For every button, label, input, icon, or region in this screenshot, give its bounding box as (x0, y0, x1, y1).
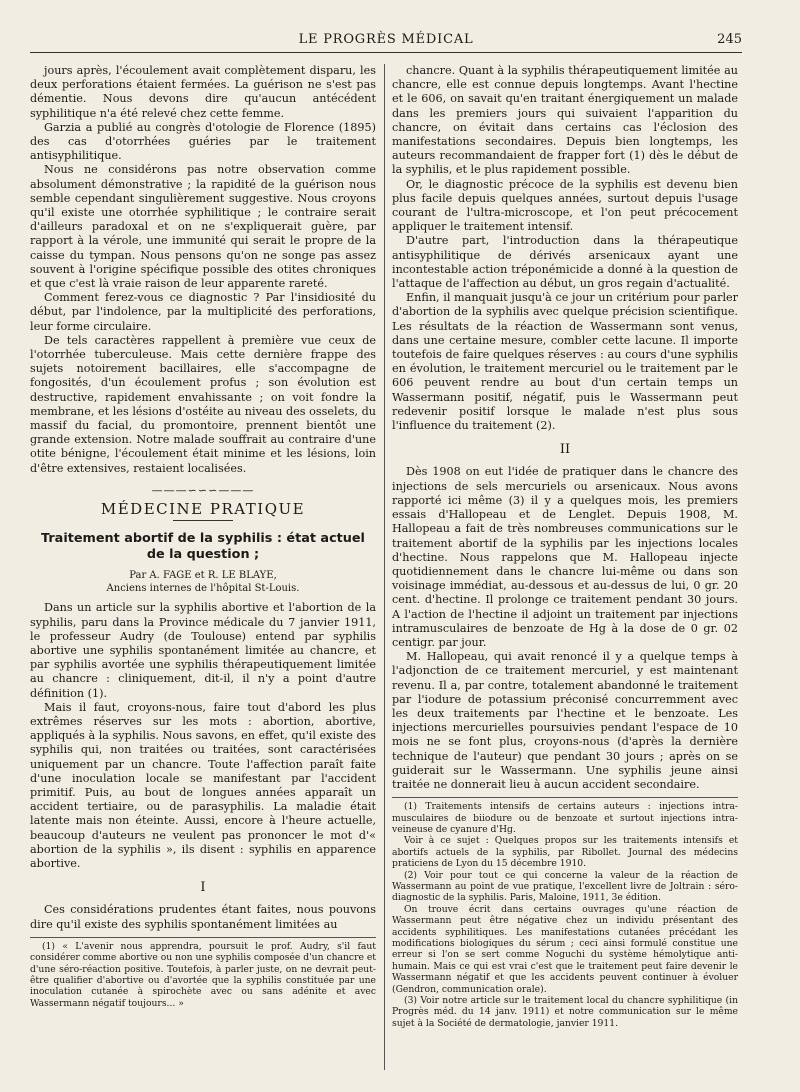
footnote-rule (392, 797, 738, 798)
paragraph: chancre. Quant à la syphilis thérapeutiquement limitée au chancre, elle est connue depuis longtemps. Avant l'hectine et le 606, on savait qu'en traitant énergiquement un malade dans les premiers jours qui suivaient l'apparition du chancre, on évitait dans certains cas l'éclosion des manifestations secondaires. Depuis bien longtemps, les auteurs recommandaient de frapper fort (1) dès le début de la syphilis, et le plus rapidement possible. (392, 64, 738, 177)
paragraph: Or, le diagnostic précoce de la syphilis est devenu bien plus facile depuis quelques années, surtout depuis l'usage courant de l'ultra-microscope, et l'on peut précocement appliquer le traitement intensif. (392, 177, 738, 234)
section-heading: MÉDECINE PRATIQUE (100, 500, 306, 519)
footnote: Voir à ce sujet : Quelques propos sur les traitements intensifs et abortifs actuels de la syphilis, par Ribollet. Journal des médecins praticiens de Lyon du 15 décembre 1910. (392, 835, 738, 870)
ornament-separator: ———∽∽∽——— (151, 483, 255, 497)
running-header (30, 30, 742, 53)
paragraph: jours après, l'écoulement avait complètement disparu, les deux perforations étaient fermées. La guérison ne s'est pas démentie. Nous devons dire qu'aucun antécédent syphilitique n'a été relevé chez cette femme. (30, 64, 376, 120)
section-rule (173, 520, 233, 521)
right-column (392, 64, 738, 1029)
left-column (30, 64, 376, 1009)
footnote-rule (30, 937, 376, 938)
paragraph: Mais il faut, croyons-nous, faire tout d'abord les plus extrêmes réserves sur les mots : abortion, abortive, appliqués à la syphilis. Nous savons, en effet, qu'il existe des syphilis qui, non traitées ou traitées, sont caractérisées uniquement par un chancre. Toute l'affection paraît faite d'une inoculation locale se manifestant par l'accident primitif. Puis, au bout de longues années apparaît un accident tertiaire, ou de parasyphilis. La maladie était latente mais non éteinte. Aussi, encore à l'heure actuelle, beaucoup d'auteurs ne veulent pas prononcer le mot d'« abortion de la syphilis », ils disent : syphilis en apparence abortive. (30, 700, 376, 870)
section-numeral: I (200, 880, 206, 896)
paragraph: Nous ne considérons pas notre observation comme absolument démonstrative ; la rapidité de la guérison nous semble cependant singulièrement suggestive. Nous croyons qu'il existe une otorrhée syphilitique ; le contraire serait d'ailleurs paradoxal et on ne s'expliquerait guère, par rapport à la vérole, une immunité qui serait le propre de la caisse du tympan. Nous pensons qu'on ne songe pas assez souvent à l'origine spécifique possible des otites chroniques et que c'est là vraie raison de leur apparente rareté. (30, 163, 376, 291)
footnote: (3) Voir notre article sur le traitement local du chancre syphilitique (in Progrès méd. du 14 janv. 1911) et notre communication sur le même sujet à la Société de dermatologie, janvier 1911. (392, 995, 738, 1029)
paragraph: D'autre part, l'introduction dans la thérapeutique antisyphilitique de dérivés arsenicaux ayant une incontestable action tréponémicide a donné à la question de l'attaque de l'affection au début, un gros regain d'actualité. (392, 234, 738, 291)
footnote: On trouve écrit dans certains ouvrages qu'une réaction de Wassermann peut être négative chez un individu présentant des accidents syphilitiques. Les manifestations cutanées précédant les modifications biologiques du sérum ; ceci ainsi formulé constitue une erreur si l'on se sert comme Noguchi du système hémolytique anti-humain. Mais ce qui est vrai c'est que le traitement peut faire devenir le Wassermann négatif et que les accidents peuvent continuer à évoluer (Gendron, communication orale). (392, 903, 738, 995)
paragraph: Garzia a publié au congrès d'otologie de Florence (1895) des cas d'otorrhées guéries par le traitement antisyphilitique. (30, 120, 376, 163)
article-title: Traitement abortif de la syphilis : état actuel de la question ; (41, 531, 365, 563)
paragraph: De tels caractères rappellent à première vue ceux de l'otorrhée tuberculeuse. Mais cette dernière frappe des sujets notoirement bacillaires, elle s'accompagne de fongosités, d'un écoulement profus ; son évolution est destructive, rapidement envahissante ; on voit fondre la membrane, et les lésions d'ostéite au niveau des osselets, du massif du facial, du promontoire, prennent bientôt une grande extension. Notre malade souffrait au contraire d'une otite bénigne, l'écoulement était minime et les lésions, loin d'être extensives, restaient localisées. (30, 333, 376, 475)
paragraph: Enfin, il manquait jusqu'à ce jour un critérium pour parler d'abortion de la syphilis avec quelque précision scientifique. Les résultats de la réaction de Wassermann sont venus, dans une certaine mesure, combler cette lacune. Il importe toutefois de faire quelques réserves : au cours d'une syphilis en évolution, le traitement mercuriel ou le traitement par le 606 peuvent rendre au bout d'un certain temps un Wassermann positif, négatif, puis le Wassermann peut redevenir positif lorsque le malade n'est plus sous l'influence du traitement (2). (392, 291, 738, 433)
page-number: 245 (717, 32, 742, 47)
affiliation: Anciens internes de l'hôpital St-Louis. (106, 583, 300, 595)
paragraph: M. Hallopeau, qui avait renoncé il y a quelque temps à l'adjonction de ce traitement mercuriel, y est maintenant revenu. Il a, par contre, totalement abandonné le traitement par l'iodure de potassium préconisé concurremment avec les deux traitements par l'hectine et le benzoate. Les injections mercurielles poursuivies pendant l'espace de 10 mois ne se font plus, croyons-nous (d'après la dernière technique de l'auteur) que pendant 30 jours ; après on se guiderait sur le Wassermann. Une syphilis jeune ainsi traitée ne donnerait lieu à aucun accident secondaire. (392, 650, 738, 791)
column-rule (384, 64, 385, 1070)
paragraph: Comment ferez-vous ce diagnostic ? Par l'insidiosité du début, par l'indolence, par la multiplicité des perforations, leur forme circulaire. (30, 291, 376, 333)
footnotes (30, 941, 376, 1009)
paragraph: Dans un article sur la syphilis abortive et l'abortion de la syphilis, paru dans la Province médicale du 7 janvier 1911, le professeur Audry (de Toulouse) entend par syphilis abortive une syphilis spontanément limitée au chancre, et par syphilis avortée une syphilis thérapeutiquement limitée au chancre : cliniquement, dit-il, il n'y a point d'autre définition (1). (30, 601, 376, 700)
paragraph: Ces considérations prudentes étant faites, nous pouvons dire qu'il existe des syphilis spontanément limitées au (30, 903, 376, 931)
section-numeral: II (559, 442, 571, 458)
article-byline (30, 569, 376, 595)
footnote: (2) Voir pour tout ce qui concerne la valeur de la réaction de Wassermann au point de vue pratique, l'excellent livre de Joltrain : séro-diagnostic de la syphilis. Paris, Maloine, 1911, 3e édition. (392, 869, 738, 904)
paragraph: Dès 1908 on eut l'idée de pratiquer dans le chancre des injections de sels mercuriels ou arsenicaux. Nous avons rapporté ici même (3) il y a quelques mois, les premiers essais d'Hallopeau et de Lenglet. Depuis 1908, M. Hallopeau a fait de très nombreuses communications sur le traitement abortif de la syphilis par les injections locales d'hectine. Nous rappelons que M. Hallopeau injecte quotidiennement dans le chancre lui-même ou dans son voisinage immédiat, au-dessous et au-dessus de lui, 0 gr. 20 cent. d'hectine. Il prolonge ce traitement pendant 30 jours. A l'action de l'hectine il adjoint un traitement par injections intramusculaires de benzoate de Hg à la dose de 0 gr. 02 centigr. par jour. (392, 465, 738, 649)
footnote: (1) Traitements intensifs de certains auteurs : injections intra-musculaires de biiodure ou de benzoate et surtout injections intra-veineuse de cyanure d'Hg. (392, 801, 738, 835)
footnotes (392, 801, 738, 1029)
footnote: (1) « L'avenir nous apprendra, poursuit le prof. Audry, s'il faut considérer comme abortive ou non une syphilis composée d'un chancre et d'une séro-réaction positive. Toutefois, à parler juste, on ne devrait peut-être qualifier d'abortive ou d'avortée que la syphilis constituée par une inoculation cutanée à spirochète avec ou sans adénite et avec Wassermann négatif toujours... » (30, 940, 376, 1009)
journal-title: LE PROGRÈS MÉDICAL (298, 32, 474, 47)
authors: Par A. FAGE et R. LE BLAYE, (129, 570, 277, 582)
